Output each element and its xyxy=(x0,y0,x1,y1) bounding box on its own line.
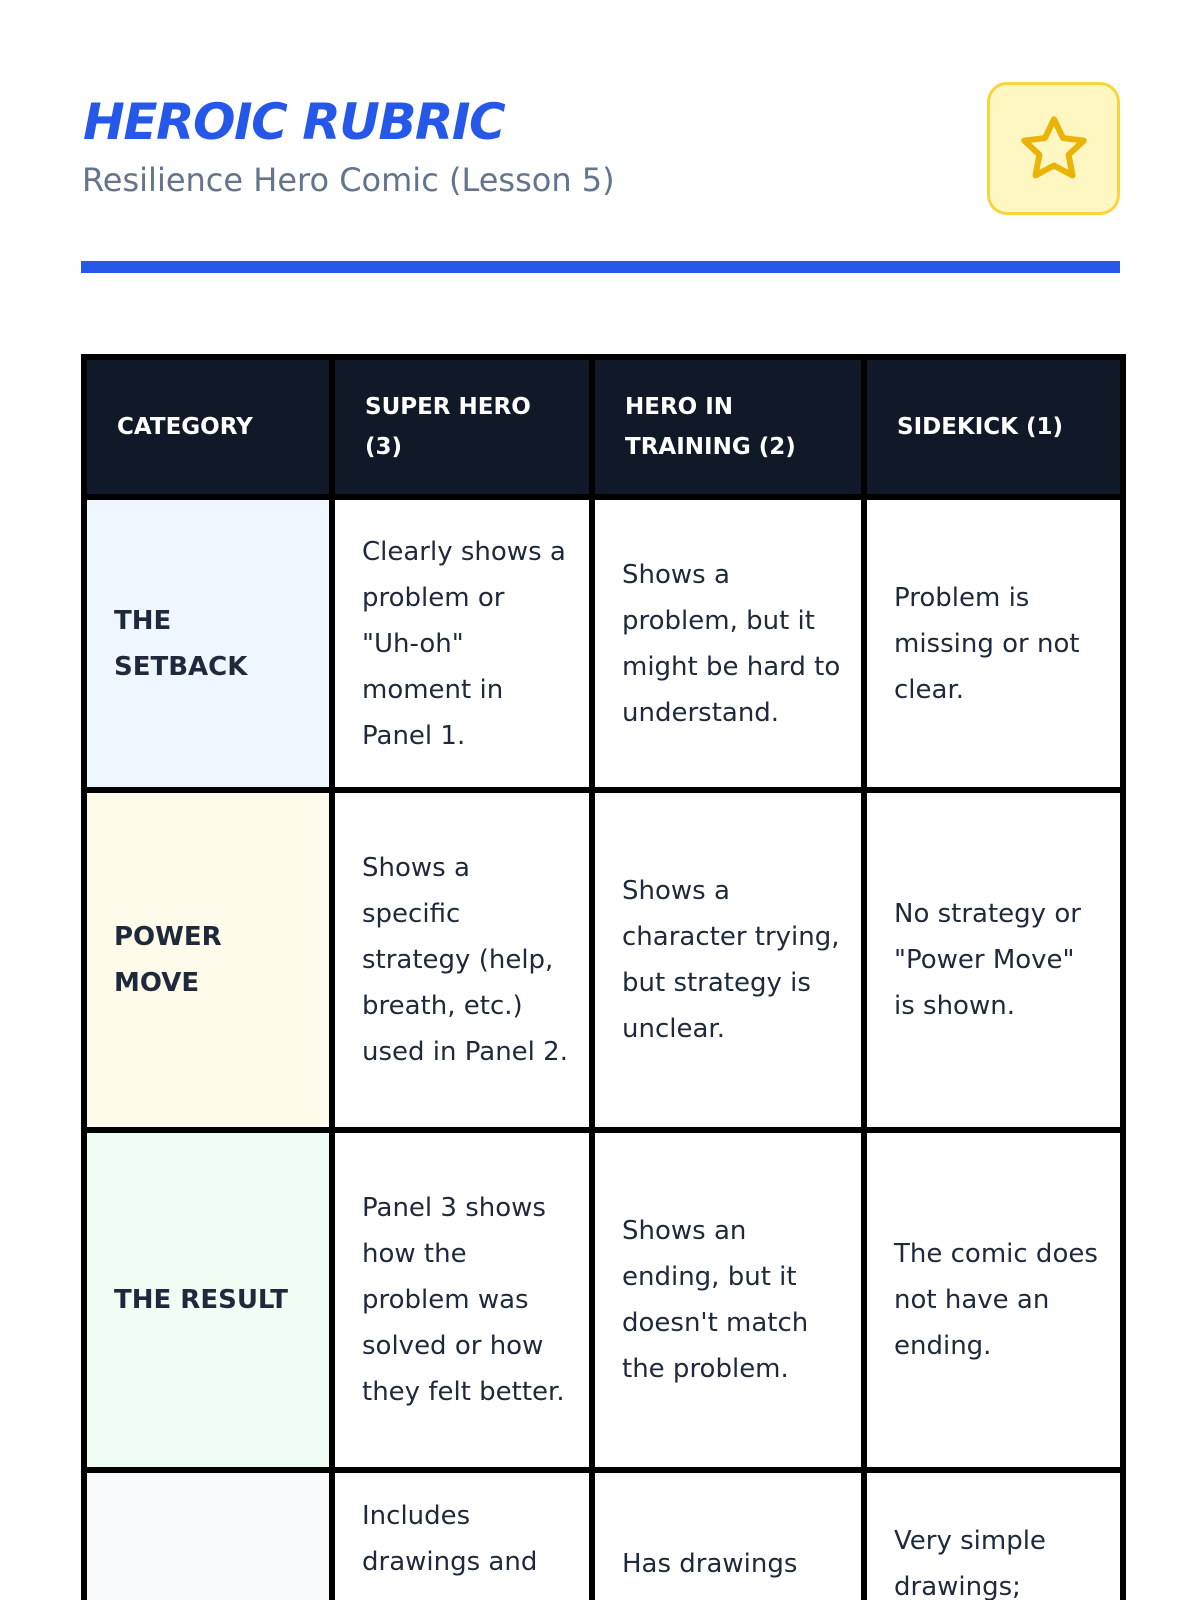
category-cell-power-move: POWER MOVE xyxy=(84,790,332,1130)
page-title: HEROIC RUBRIC xyxy=(83,93,505,151)
cell-super-hero: Shows a specific strategy (help, breath, etc.) used in Panel 2. xyxy=(332,790,592,1130)
cell-super-hero: Includes drawings and xyxy=(332,1470,592,1600)
cell-sidekick: The comic does not have an ending. xyxy=(864,1130,1123,1470)
table-row xyxy=(84,1130,1123,1470)
cell-sidekick: No strategy or "Power Move" is shown. xyxy=(864,790,1123,1130)
table-row xyxy=(84,790,1123,1130)
page-header xyxy=(81,82,1120,222)
header-divider xyxy=(81,261,1120,273)
header-row xyxy=(84,357,1123,497)
column-header-super-hero: SUPER HERO (3) xyxy=(332,357,592,497)
cell-hero-in-training: Has drawings xyxy=(592,1470,864,1600)
category-cell-partial xyxy=(84,1470,332,1600)
cell-hero-in-training: Shows a character trying, but strategy is unclear. xyxy=(592,790,864,1130)
column-header-category: CATEGORY xyxy=(84,357,332,497)
cell-hero-in-training: Shows a problem, but it might be hard to understand. xyxy=(592,497,864,790)
star-badge xyxy=(987,82,1120,215)
cell-super-hero: Clearly shows a problem or "Uh-oh" moment in Panel 1. xyxy=(332,497,592,790)
cell-sidekick: Problem is missing or not clear. xyxy=(864,497,1123,790)
category-cell-setback: THE SETBACK xyxy=(84,497,332,790)
column-header-sidekick: SIDEKICK (1) xyxy=(864,357,1123,497)
rubric-table xyxy=(81,354,1126,1600)
category-cell-result: THE RESULT xyxy=(84,1130,332,1470)
column-header-hero-in-training: HERO IN TRAINING (2) xyxy=(592,357,864,497)
rubric-header xyxy=(84,357,1123,497)
star-icon xyxy=(1016,111,1092,187)
page-subtitle: Resilience Hero Comic (Lesson 5) xyxy=(82,161,615,199)
table-row xyxy=(84,497,1123,790)
table-row xyxy=(84,1470,1123,1600)
rubric-body xyxy=(84,497,1123,1600)
cell-hero-in-training: Shows an ending, but it doesn't match the problem. xyxy=(592,1130,864,1470)
cell-sidekick: Very simple drawings; xyxy=(864,1470,1123,1600)
cell-super-hero: Panel 3 shows how the problem was solved or how they felt better. xyxy=(332,1130,592,1470)
